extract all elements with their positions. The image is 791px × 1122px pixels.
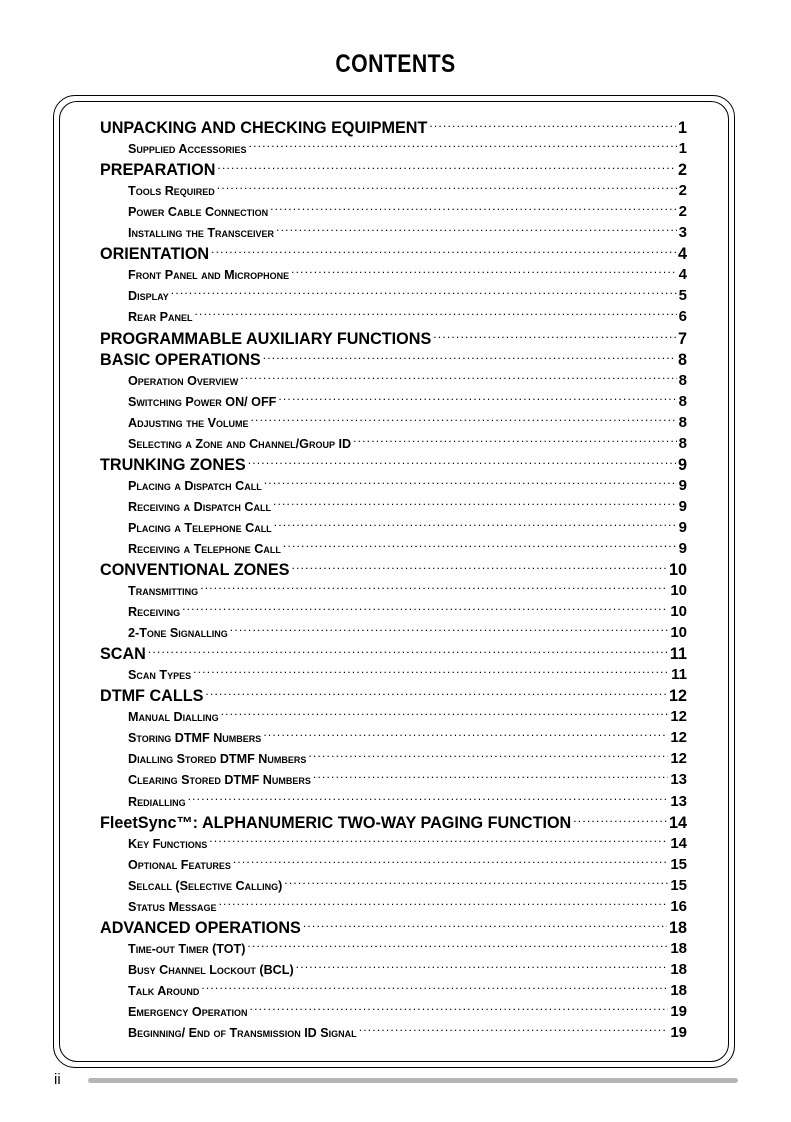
toc-page-number: 18 xyxy=(670,960,687,978)
toc-dot-leader xyxy=(221,709,669,722)
toc-dot-leader xyxy=(230,625,669,638)
toc-subsection-entry[interactable] xyxy=(100,538,687,559)
toc-subsection-entry[interactable] xyxy=(100,875,687,896)
toc-subsection-entry[interactable] xyxy=(100,391,687,412)
toc-dot-leader xyxy=(219,898,669,911)
toc-dot-leader xyxy=(353,435,677,448)
toc-page-number: 9 xyxy=(678,518,687,536)
toc-page-number: 12 xyxy=(670,729,687,747)
toc-entry-title: Power Cable Connection xyxy=(128,205,269,220)
toc-section-entry[interactable] xyxy=(100,917,687,938)
toc-page-number: 19 xyxy=(670,1002,687,1020)
toc-entry-title: UNPACKING AND CHECKING EQUIPMENT xyxy=(100,119,428,138)
toc-entry-title: CONVENTIONAL ZONES xyxy=(100,561,290,580)
toc-entry-title: Clearing Stored DTMF Numbers xyxy=(128,773,311,788)
toc-entry-title: DTMF CALLS xyxy=(100,687,204,706)
toc-dot-leader xyxy=(195,309,677,322)
toc-subsection-entry[interactable] xyxy=(100,601,687,622)
toc-dot-leader xyxy=(296,961,669,974)
toc-page-number: 14 xyxy=(670,834,687,852)
toc-entry-title: Receiving a Dispatch Call xyxy=(128,499,271,514)
toc-entry-title: ORIENTATION xyxy=(100,245,210,264)
toc-subsection-entry[interactable] xyxy=(100,959,687,980)
toc-subsection-entry[interactable] xyxy=(100,938,687,959)
toc-page-number: 7 xyxy=(677,329,687,348)
toc-page-number: 18 xyxy=(668,918,687,937)
toc-page-number: 8 xyxy=(678,392,687,410)
toc-subsection-entry[interactable] xyxy=(100,180,687,201)
toc-dot-leader xyxy=(291,559,667,575)
toc-page-number: 11 xyxy=(669,645,687,664)
footer-rule xyxy=(88,1078,738,1083)
toc-dot-leader xyxy=(250,1003,669,1016)
page-number: ii xyxy=(54,1071,61,1088)
toc-subsection-entry[interactable] xyxy=(100,791,687,812)
toc-subsection-entry[interactable] xyxy=(100,896,687,917)
toc-page-number: 3 xyxy=(678,224,687,242)
toc-section-entry[interactable] xyxy=(100,159,687,180)
toc-page-number: 9 xyxy=(678,476,687,494)
toc-dot-leader xyxy=(205,685,667,701)
toc-entry-title: Switching Power ON/ OFF xyxy=(128,394,277,409)
toc-page-number: 13 xyxy=(670,792,687,810)
toc-subsection-entry[interactable] xyxy=(100,412,687,433)
toc-page-number: 2 xyxy=(678,182,687,200)
toc-page-number: 18 xyxy=(670,939,687,957)
toc-subsection-entry[interactable] xyxy=(100,580,687,601)
toc-dot-leader xyxy=(359,1024,669,1037)
toc-dot-leader xyxy=(209,835,668,848)
toc-subsection-entry[interactable] xyxy=(100,222,687,243)
toc-entry-title: Adjusting the Volume xyxy=(128,415,249,430)
toc-page-number: 10 xyxy=(668,561,687,580)
toc-entry-title: Optional Features xyxy=(128,857,231,872)
toc-entry-title: Transmitting xyxy=(128,584,199,599)
toc-section-entry[interactable] xyxy=(100,327,687,348)
toc-dot-leader xyxy=(303,917,667,933)
toc-dot-leader xyxy=(263,349,676,365)
toc-dot-leader xyxy=(233,856,668,869)
toc-entry-title: 2-Tone Signalling xyxy=(128,626,228,641)
toc-subsection-entry[interactable] xyxy=(100,306,687,327)
toc-page-number: 12 xyxy=(670,750,687,768)
toc-page-number: 12 xyxy=(670,708,687,726)
toc-subsection-entry[interactable] xyxy=(100,664,687,685)
toc-page-number: 13 xyxy=(670,771,687,789)
toc-section-entry[interactable] xyxy=(100,643,687,664)
toc-entry-title: Installing the Transceiver xyxy=(128,226,275,241)
toc-subsection-entry[interactable] xyxy=(100,706,687,727)
toc-dot-leader xyxy=(284,877,668,890)
toc-dot-leader xyxy=(263,730,668,743)
toc-subsection-entry[interactable] xyxy=(100,496,687,517)
toc-entry-title: Dialling Stored DTMF Numbers xyxy=(128,752,307,767)
toc-dot-leader xyxy=(283,540,677,553)
toc-page-number: 9 xyxy=(678,539,687,557)
toc-dot-leader xyxy=(270,204,677,217)
toc-section-entry[interactable] xyxy=(100,454,687,475)
toc-dot-leader xyxy=(251,414,677,427)
toc-subsection-entry[interactable] xyxy=(100,517,687,538)
toc-page-number: 10 xyxy=(670,624,687,642)
toc-dot-leader xyxy=(276,225,677,238)
toc-entry-title: Status Message xyxy=(128,899,217,914)
toc-entry-title: Key Functions xyxy=(128,836,208,851)
toc-page-number: 11 xyxy=(671,666,687,684)
toc-entry-title: Redialling xyxy=(128,794,186,809)
toc-section-entry[interactable] xyxy=(100,559,687,580)
toc-entry-title: Receiving xyxy=(128,605,181,620)
toc-subsection-entry[interactable] xyxy=(100,980,687,1001)
toc-subsection-entry[interactable] xyxy=(100,433,687,454)
toc-entry-title: FleetSync™: ALPHANUMERIC TWO-WAY PAGING FUNCTION xyxy=(100,813,572,832)
toc-subsection-entry[interactable] xyxy=(100,370,687,391)
toc-page-number: 16 xyxy=(670,897,687,915)
toc-dot-leader xyxy=(308,751,668,764)
toc-page-number: 10 xyxy=(670,582,687,600)
toc-subsection-entry[interactable] xyxy=(100,285,687,306)
toc-subsection-entry[interactable] xyxy=(100,1001,687,1022)
toc-section-entry[interactable] xyxy=(100,685,687,706)
toc-dot-leader xyxy=(240,372,676,385)
toc-dot-leader xyxy=(217,159,676,175)
toc-dot-leader xyxy=(217,183,677,196)
toc-entry-title: TRUNKING ZONES xyxy=(100,455,246,474)
toc-page-number: 19 xyxy=(670,1024,687,1042)
toc-subsection-entry[interactable] xyxy=(100,622,687,643)
toc-dot-leader xyxy=(193,667,669,680)
toc-entry-title: SCAN xyxy=(100,645,146,664)
toc-page-number: 14 xyxy=(668,813,687,832)
toc-page-number: 10 xyxy=(670,603,687,621)
toc-page-number: 8 xyxy=(678,434,687,452)
toc-subsection-entry[interactable] xyxy=(100,833,687,854)
toc-entry-title: Placing a Dispatch Call xyxy=(128,478,262,493)
toc-entry-title: Rear Panel xyxy=(128,310,193,325)
toc-page-number: 8 xyxy=(678,413,687,431)
toc-dot-leader xyxy=(573,812,667,828)
toc-entry-title: BASIC OPERATIONS xyxy=(100,350,261,369)
toc-section-entry[interactable] xyxy=(100,243,687,264)
toc-dot-leader xyxy=(291,267,677,280)
toc-page-number: 5 xyxy=(678,287,687,305)
toc-dot-leader xyxy=(433,327,676,343)
toc-dot-leader xyxy=(249,140,677,153)
toc-entry-title: Emergency Operation xyxy=(128,1004,248,1019)
toc-page-number: 15 xyxy=(670,855,687,873)
toc-section-entry[interactable] xyxy=(100,812,687,833)
toc-entry-title: Tools Required xyxy=(128,184,215,199)
toc-subsection-entry[interactable] xyxy=(100,727,687,748)
toc-page-number: 18 xyxy=(670,981,687,999)
toc-subsection-entry[interactable] xyxy=(100,1022,687,1043)
toc-page-number: 6 xyxy=(678,308,687,326)
toc-page-number: 4 xyxy=(678,266,687,284)
toc-dot-leader xyxy=(264,477,677,490)
toc-dot-leader xyxy=(248,454,676,470)
toc-page-number: 12 xyxy=(668,687,687,706)
toc-dot-leader xyxy=(313,772,668,785)
toc-dot-leader xyxy=(247,940,668,953)
toc-subsection-entry[interactable] xyxy=(100,854,687,875)
toc-entry-title: Manual Dialling xyxy=(128,710,219,725)
toc-entry-title: Selcall (Selective Calling) xyxy=(128,878,283,893)
toc-page-number: 2 xyxy=(678,203,687,221)
toc-entry-title: Display xyxy=(128,289,169,304)
toc-page-number: 4 xyxy=(677,245,687,264)
toc-dot-leader xyxy=(273,498,677,511)
toc-dot-leader xyxy=(429,117,676,133)
toc-page-number: 1 xyxy=(677,119,687,138)
toc-page-number: 9 xyxy=(678,497,687,515)
toc-subsection-entry[interactable] xyxy=(100,748,687,769)
toc-subsection-entry[interactable] xyxy=(100,201,687,222)
toc-entry-title: Busy Channel Lockout (BCL) xyxy=(128,962,294,977)
toc-dot-leader xyxy=(274,519,677,532)
toc-entry-title: Selecting a Zone and Channel/Group ID xyxy=(128,436,352,451)
toc-page-number: 2 xyxy=(677,161,687,180)
toc-subsection-entry[interactable] xyxy=(100,475,687,496)
toc-entry-title: ADVANCED OPERATIONS xyxy=(100,918,301,937)
toc-page-number: 9 xyxy=(677,455,687,474)
page-title: CONTENTS xyxy=(335,50,456,78)
toc-entry-title: Front Panel and Microphone xyxy=(128,268,290,283)
toc-dot-leader xyxy=(188,793,669,806)
toc-dot-leader xyxy=(182,603,668,616)
toc-dot-leader xyxy=(200,582,668,595)
toc-section-entry[interactable] xyxy=(100,349,687,370)
toc-page-number: 8 xyxy=(677,350,687,369)
toc-page-number: 8 xyxy=(678,371,687,389)
toc-subsection-entry[interactable] xyxy=(100,138,687,159)
toc-page-number: 15 xyxy=(670,876,687,894)
toc-entry-title: Supplied Accessories xyxy=(128,142,247,157)
toc-subsection-entry[interactable] xyxy=(100,769,687,790)
toc-dot-leader xyxy=(211,243,676,259)
toc-page-number: 1 xyxy=(678,140,687,158)
toc-subsection-entry[interactable] xyxy=(100,264,687,285)
toc-entry-title: Time-out Timer (TOT) xyxy=(128,941,246,956)
toc-entry-title: PREPARATION xyxy=(100,161,216,180)
toc-entry-title: Talk Around xyxy=(128,983,200,998)
toc-entry-title: Scan Types xyxy=(128,668,192,683)
toc-dot-leader xyxy=(171,288,677,301)
toc-entry-title: Operation Overview xyxy=(128,373,239,388)
toc-entry-title: Placing a Telephone Call xyxy=(128,520,272,535)
toc-entry-title: Storing DTMF Numbers xyxy=(128,731,262,746)
table-of-contents xyxy=(100,117,687,1043)
toc-dot-leader xyxy=(201,982,668,995)
toc-entry-title: PROGRAMMABLE AUXILIARY FUNCTIONS xyxy=(100,329,432,348)
toc-dot-leader xyxy=(278,393,676,406)
toc-entry-title: Beginning/ End of Transmission ID Signal xyxy=(128,1026,357,1041)
toc-section-entry[interactable] xyxy=(100,117,687,138)
toc-entry-title: Receiving a Telephone Call xyxy=(128,541,281,556)
toc-dot-leader xyxy=(148,643,668,659)
